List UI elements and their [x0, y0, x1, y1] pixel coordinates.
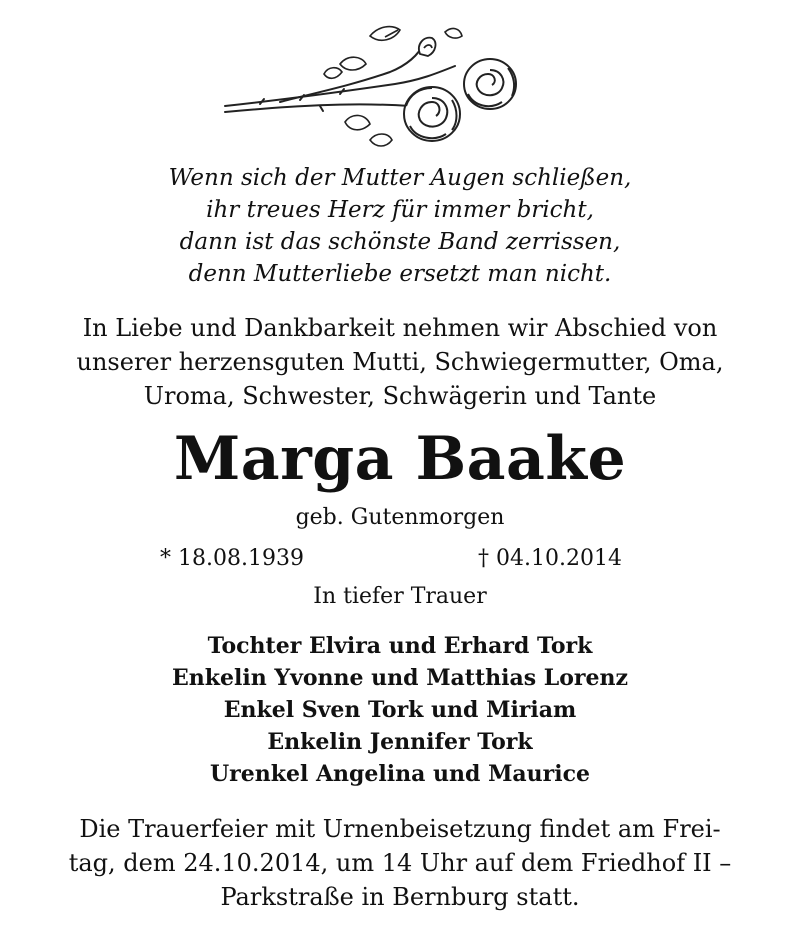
ceremony-line: Parkstraße in Bernburg statt. — [220, 883, 580, 911]
intro-line: unserer herzensguten Mutti, Schwiegermutter, Oma, — [76, 348, 724, 376]
poem — [0, 162, 800, 290]
poem-line: ihr treues Herz für immer bricht, — [206, 197, 594, 223]
family-member: Urenkel Angelina und Maurice — [209, 761, 591, 787]
ceremony-line: Die Trauerfeier mit Urnenbeisetzung findet am Frei- — [79, 815, 721, 843]
family-member: Tochter Elvira und Erhard Tork — [207, 633, 593, 659]
family-member: Enkelin Yvonne und Matthias Lorenz — [171, 665, 629, 691]
mourning-line: In tiefer Trauer — [313, 584, 487, 609]
poem-line: Wenn sich der Mutter Augen schließen, — [168, 165, 632, 191]
poem-line: denn Mutterliebe ersetzt man nicht. — [188, 261, 612, 287]
life-dates — [0, 546, 800, 580]
family-list — [0, 630, 800, 790]
funeral-details — [0, 812, 800, 914]
intro-line: In Liebe und Dankbarkeit nehmen wir Abschied von — [82, 314, 718, 342]
rose-illustration-icon — [220, 22, 530, 152]
farewell-intro — [0, 311, 800, 413]
family-member: Enkel Sven Tork und Miriam — [223, 697, 577, 723]
deceased-name: Marga Baake — [173, 424, 627, 494]
intro-line: Uroma, Schwester, Schwägerin und Tante — [143, 382, 657, 410]
family-member: Enkelin Jennifer Tork — [267, 729, 533, 755]
death-date: † 04.10.2014 — [478, 546, 622, 571]
birth-date: * 18.08.1939 — [160, 546, 304, 571]
poem-line: dann ist das schönste Band zerrissen, — [179, 229, 621, 255]
ceremony-line: tag, dem 24.10.2014, um 14 Uhr auf dem Friedhof II – — [68, 849, 732, 877]
maiden-name: geb. Gutenmorgen — [295, 505, 505, 530]
